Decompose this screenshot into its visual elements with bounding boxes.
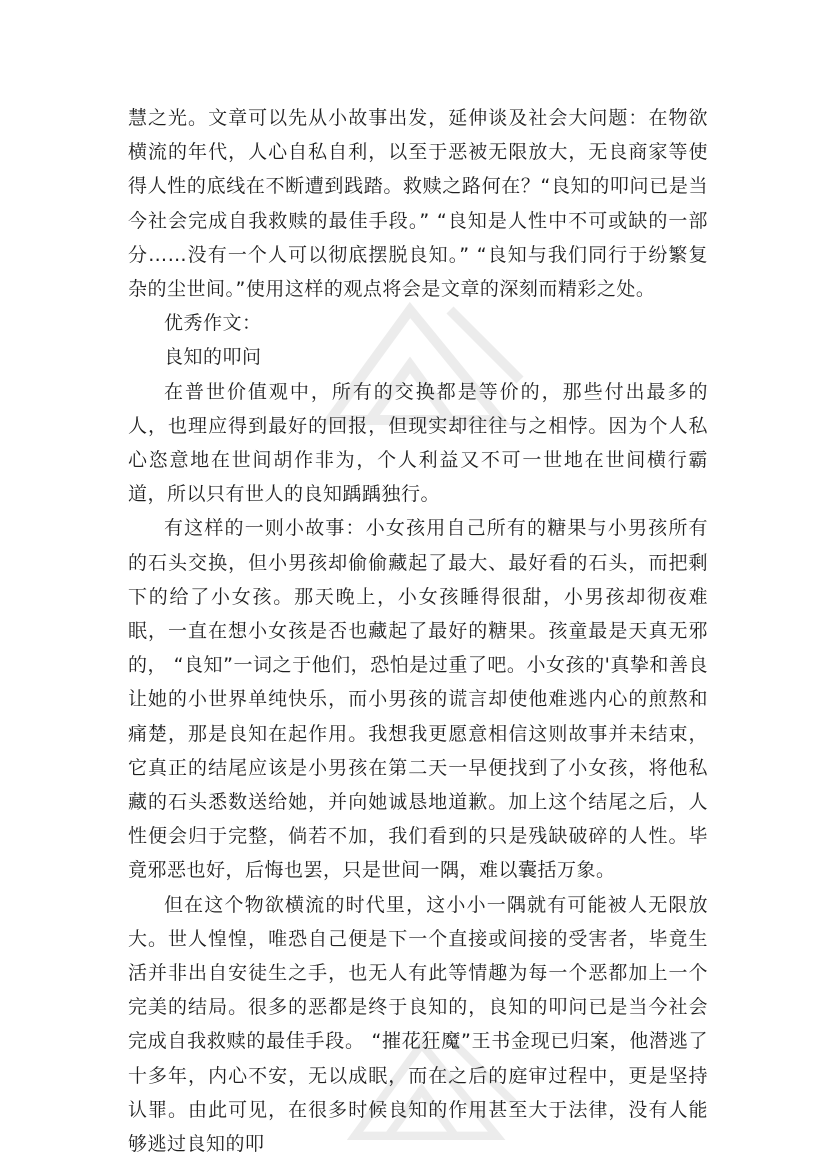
essay-paragraph: 但在这个物欲横流的时代里，这小小一隅就有可能被人无限放大。世人惶惶，唯恐自己便是下一个直接或间接的受害者，毕竟生活并非出自安徒生之手，也无人有此等情趣为每一个恶都加上一个完美的结局。很多的恶都是终于良知的，良知的叩问已是当今社会完成自我救赎的最佳手段。 “摧花狂魔”王书金现已归案，他潜逃了十多年，内心不安，无以成眠，而在之后的庭审过程中，更是坚持认罪。由此可见，在很多时候良知的作用甚至大于法律，没有人能够逃过良知的叩 — [128, 893, 708, 1156]
essay-paragraph: 有这样的一则小故事：小女孩用自己所有的糖果与小男孩所有的石头交换，但小男孩却偷偷藏起了最大、最好看的石头，而把剩下的给了小女孩。那天晚上，小女孩睡得很甜，小男孩却彻夜难眠，一直在想小女孩是否也藏起了最好的糖果。孩童最是天真无邪的， “良知”一词之于他们，恐怕是过重了吧。小女孩的'真挚和善良让她的小世界单纯快乐，而小男孩的谎言却使他难逃内心的煎熬和痛楚，那是良知在起作用。我想我更愿意相信这则故事并未结束，它真正的结尾应该是小男孩在第二天一早便找到了小女孩，将他私藏的石头悉数送给她，并向她诚恳地道歉。加上这个结尾之后，人性便会归于完整，倘若不加，我们看到的只是残缺破碎的人性。毕竟邪恶也好，后悔也罢，只是世间一隅，难以囊括万象。 — [128, 517, 708, 882]
essay-title: 良知的叩问 — [164, 346, 262, 369]
document-body — [128, 101, 708, 1161]
section-label-excellent-essay: 优秀作文： — [164, 312, 262, 335]
essay-paragraph: 在普世价值观中，所有的交换都是等价的，那些付出最多的人，也理应得到最好的回报，但现实却往往与之相悖。因为个人私心恣意地在世间胡作非为，个人利益又不可一世地在世间横行霸道，所以只有世人的良知踽踽独行。 — [128, 380, 708, 506]
paragraph-continuation: 慧之光。文章可以先从小故事出发，延伸谈及社会大问题：在物欲横流的年代，人心自私自利，以至于恶被无限放大，无良商家等使得人性的底线在不断遭到践踏。救赎之路何在？“良知的叩问已是当今社会完成自我救赎的最佳手段。” “良知是人性中不可或缺的一部分……没有一个人可以彻底摆脱良知。” “良知与我们同行于纷繁复杂的尘世间。”使用这样的观点将会是文章的深刻而精彩之处。 — [128, 107, 708, 301]
